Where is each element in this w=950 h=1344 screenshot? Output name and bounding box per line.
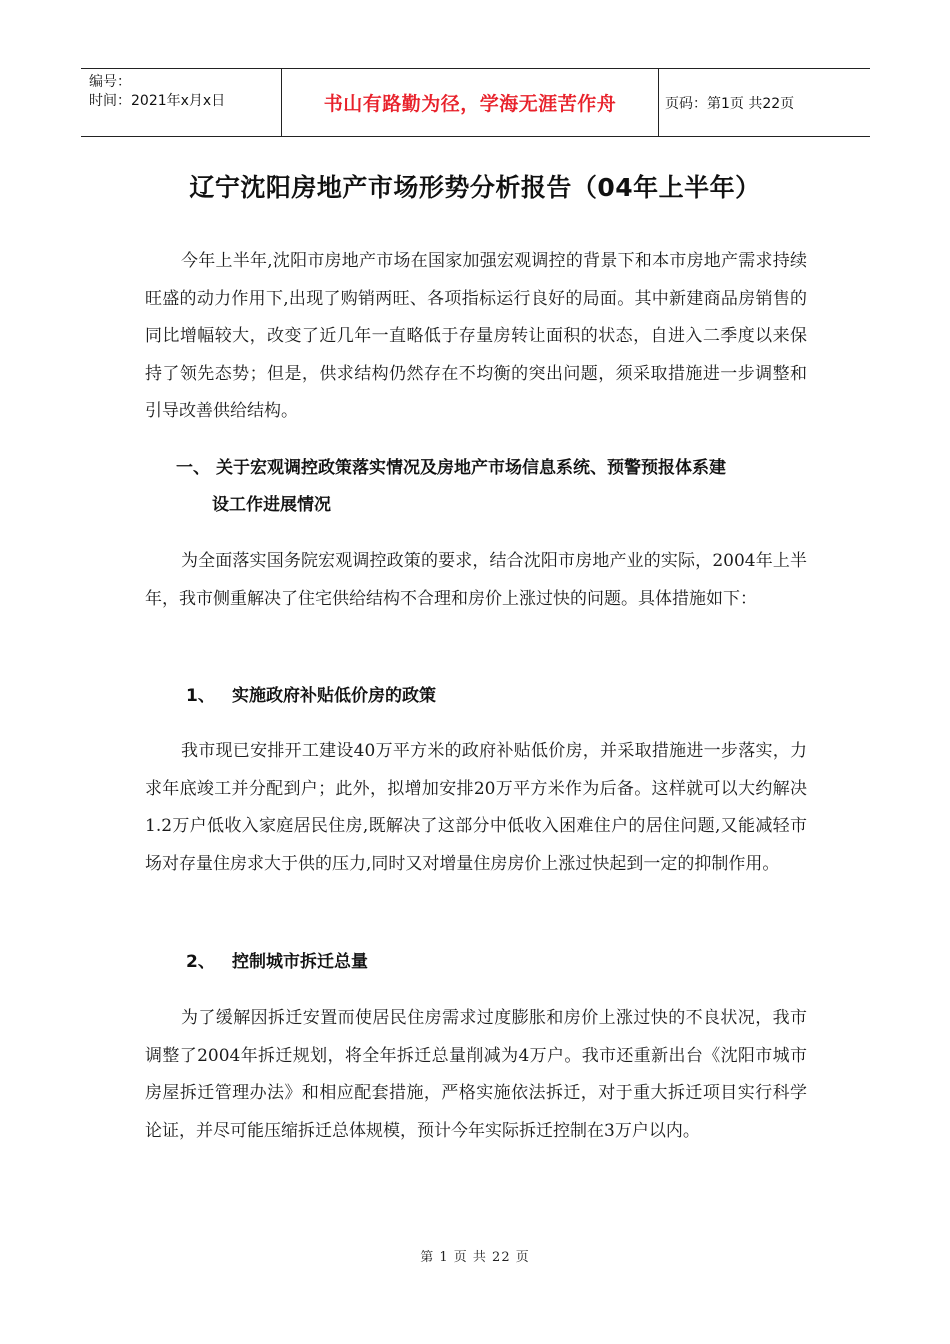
- subsection-2-title: 控制城市拆迁总量: [232, 952, 368, 972]
- document-title: 辽宁沈阳房地产市场形势分析报告（04年上半年）: [189, 173, 761, 202]
- header-meta: [81, 69, 281, 136]
- header-page-info: 页码：第1页 共22页: [665, 95, 795, 112]
- subsection-1-body: 我市现已安排开工建设40万平方米的政府补贴低价房，并采取措施进一步落实，力求年底竣工并分配到户；此外，拟增加安排20万平方米作为后备。这样就可以大约解决1.2万户低收入家庭居民住房,既解决了这部分中低收入困难住户的居住问题,又能减轻市场对存量住房求大于供的压力,同时又对增量住房房价上涨过快起到一定的抑制作用。: [145, 741, 807, 874]
- subsection-2-number: 2、: [186, 952, 215, 972]
- subsection-1-number: 1、: [186, 686, 215, 706]
- section-1-number: 一、: [176, 458, 210, 478]
- section-1-title-line1: 关于宏观调控政策落实情况及房地产市场信息系统、预警预报体系建: [216, 458, 726, 478]
- header-motto: 书山有路勤为径，学海无涯苦作舟: [281, 69, 659, 136]
- section-1-heading: [176, 450, 806, 524]
- intro-paragraph: 今年上半年,沈阳市房地产市场在国家加强宏观调控的背景下和本市房地产需求持续旺盛的动力作用下,出现了购销两旺、各项指标运行良好的局面。其中新建商品房销售的同比增幅较大，改变了近几年一直略低于存量房转让面积的状态，自进入二季度以来保持了领先态势；但是，供求结构仍然存在不均衡的突出问题，须采取措施进一步调整和引导改善供给结构。: [145, 251, 807, 421]
- page-footer: 第 1 页 共 22 页: [420, 1250, 530, 1265]
- section-1-body: 为全面落实国务院宏观调控政策的要求，结合沈阳市房地产业的实际，2004年上半年，我市侧重解决了住宅供给结构不合理和房价上涨过快的问题。具体措施如下：: [145, 551, 807, 609]
- time-label: 时间：2021年x月x日: [89, 93, 226, 109]
- subsection-2-heading: [186, 950, 368, 974]
- page-header: [81, 68, 870, 137]
- code-label: 编号：: [89, 74, 131, 90]
- section-1-title-line2: 设工作进展情况: [212, 495, 331, 515]
- subsection-2-body: 为了缓解因拆迁安置而使居民住房需求过度膨胀和房价上涨过快的不良状况，我市调整了2004年拆迁规划，将全年拆迁总量削减为4万户。我市还重新出台《沈阳市城市房屋拆迁管理办法》和相应配套措施，严格实施依法拆迁，对于重大拆迁项目实行科学论证，并尽可能压缩拆迁总体规模，预计今年实际拆迁控制在3万户以内。: [145, 1008, 807, 1141]
- subsection-1-heading: [186, 684, 436, 708]
- subsection-1-title: 实施政府补贴低价房的政策: [232, 686, 436, 706]
